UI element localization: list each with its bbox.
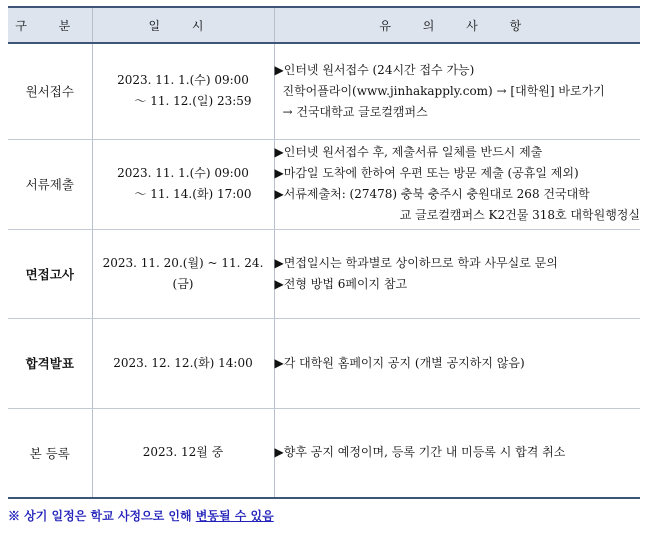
row-category: 서류제출 xyxy=(8,139,92,229)
row-date xyxy=(92,229,274,318)
table-row xyxy=(8,408,640,498)
date-line: ～ 11. 14.(화) 17:00 xyxy=(134,187,252,201)
row-notes xyxy=(274,43,640,139)
note-line: ▶인터넷 원서접수 후, 제출서류 일체를 반드시 제출 xyxy=(274,145,543,159)
date-line: 2023. 11. 20.(월) ~ 11. 24.(금) xyxy=(102,255,264,291)
schedule-footnote xyxy=(8,507,274,524)
footnote-text: ※ 상기 일정은 학교 사정으로 인해 xyxy=(8,509,196,523)
schedule-table xyxy=(8,6,640,499)
note-line: ▶향후 공지 예정이며, 등록 기간 내 미등록 시 합격 취소 xyxy=(274,445,566,460)
table-row xyxy=(8,318,640,408)
note-line: ▶서류제출처: (27478) 충북 충주시 충원대로 268 건국대학 xyxy=(274,187,590,201)
note-line: ▶각 대학원 홈페이지 공지 (개별 공지하지 않음) xyxy=(274,355,525,370)
table-row xyxy=(8,139,640,229)
date-line: 2023. 11. 1.(수) 09:00 xyxy=(117,73,249,88)
note-line: ▶인터넷 원서접수 (24시간 접수 가능) xyxy=(274,62,475,77)
row-notes xyxy=(274,139,640,229)
row-date xyxy=(92,408,274,498)
header-category: 구 분 xyxy=(8,7,92,43)
row-date xyxy=(92,43,274,139)
row-category: 합격발표 xyxy=(8,318,92,408)
row-category: 면접고사 xyxy=(8,229,92,318)
header-date: 일 시 xyxy=(92,7,274,43)
note-line: → 건국대학교 글로컬캠퍼스 xyxy=(282,104,428,119)
row-category: 본 등록 xyxy=(8,408,92,498)
header-notes: 유 의 사 항 xyxy=(274,7,640,43)
date-line: 2023. 11. 1.(수) 09:00 xyxy=(117,166,249,180)
header-row xyxy=(8,7,640,43)
row-date xyxy=(92,318,274,408)
note-line: ▶전형 방법 6페이지 참고 xyxy=(274,276,408,291)
row-notes xyxy=(274,229,640,318)
date-line: 2023. 12월 중 xyxy=(142,445,224,460)
note-line: ▶면접일시는 학과별로 상이하므로 학과 사무실로 문의 xyxy=(274,255,558,270)
footnote-underlined: 변동될 수 있음 xyxy=(195,509,274,523)
note-line: 진학어플라이(www.jinhakapply.com) → [대학원] 바로가기 xyxy=(282,83,605,98)
row-notes xyxy=(274,408,640,498)
note-line: ▶마감일 도착에 한하여 우편 또는 방문 제출 (공휴일 제외) xyxy=(274,166,579,180)
table-row xyxy=(8,229,640,318)
date-line: 2023. 12. 12.(화) 14:00 xyxy=(113,355,253,370)
row-notes xyxy=(274,318,640,408)
table-row xyxy=(8,43,640,139)
row-category: 원서접수 xyxy=(8,43,92,139)
note-line: 교 글로컬캠퍼스 K2건물 318호 대학원행정실 xyxy=(399,208,640,222)
date-line: ～ 11. 12.(일) 23:59 xyxy=(134,94,252,109)
row-date xyxy=(92,139,274,229)
